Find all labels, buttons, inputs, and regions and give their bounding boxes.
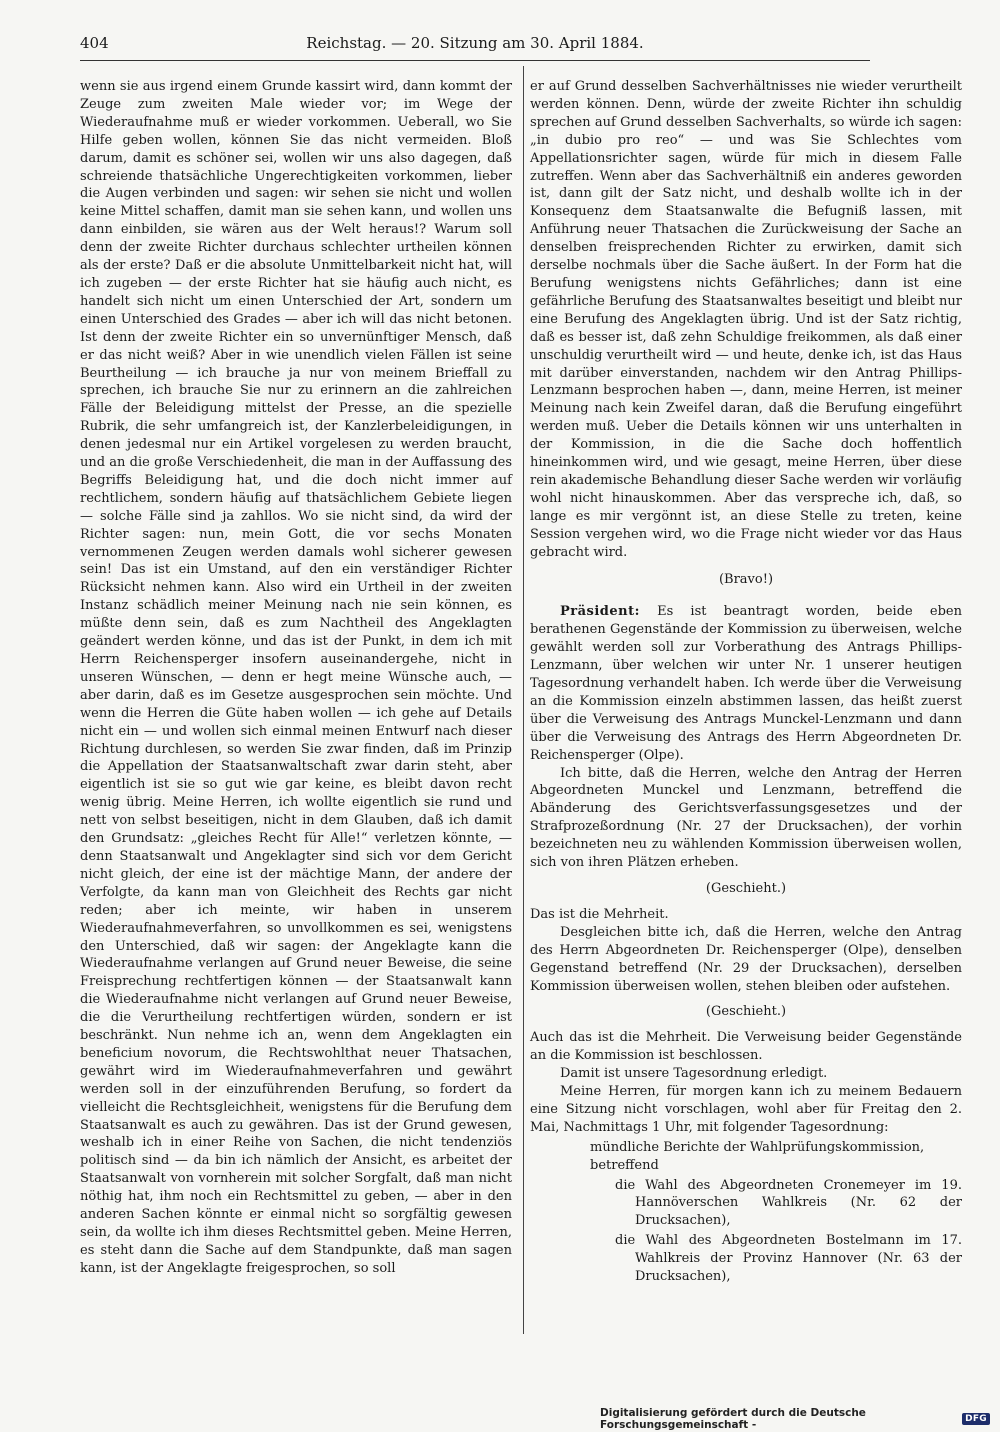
paragraph-desgleichen: Desgleichen bitte ich, daß die Herren, welche den Antrag des Herrn Abgeordneten Dr. Reichensperger (Olpe), denselben Gegenstand betreffend (Nr. 29 der Drucksachen), derselben Kommission überweisen wollen, stehen bleiben oder aufstehen. (530, 924, 962, 994)
digitization-footer (600, 1407, 990, 1431)
right-paragraph-continuation: er auf Grund desselben Sachverhältnisses nie wieder verurtheilt werden können. Denn, würde der zweite Richter ihn schuldig sprechen auf Grund desselben Sachverhalts, so würde ich sagen: „in dubio pro reo“ — und was Sie Schlechtes vom Appellationsrichter sagen, würde für mich in diesem Falle zutreffen. Wenn aber das Sachverhältniß ein anderes geworden ist, dann gilt der Satz nicht, und deshalb wollte ich in der Konsequenz dem Staatsanwalte die Befugniß lassen, mit Anführung neuer Thatsachen die Zurückweisung der Sache an denselben freisprechenden Richter zu erwirken, damit sich derselbe nochmals über die Sache äußert. In der Form hat die Berufung wenigstens nichts Gefährliches; dann ist eine gefährliche Berufung des Staatsanwaltes beseitigt und bleibt nur eine Berufung des Angeklagten übrig. Und ist der Satz richtig, daß es besser ist, daß zehn Schuldige freikommen, als daß einer unschuldig verurtheilt wird — und heute, denke ich, ist das Haus mit darüber einverstanden, nachdem wir den Antrag Phillips-Lenzmann besprochen haben —, dann, meine Herren, ist meiner Meinung nach kein Zweifel daran, daß die Berufung eingeführt werden muß. Ueber die Details können wir uns unterhalten in der Kommission, in die die Sache doch hoffentlich hineinkommen wird, und wie gesagt, meine Herren, über diese rein akademische Behandlung dieser Sache werden wir vorläufig wohl nicht hinauskommen. Aber das verspreche ich, daß, so lange es mir vergönnt ist, an diese Stelle zu treten, keine Session vergehen wird, wo die Frage nicht wieder vor das Haus gebracht wird. (530, 79, 962, 560)
left-paragraph: wenn sie aus irgend einem Grunde kassirt wird, dann kommt der Zeuge zum zweiten Male wieder vor; im Wege der Wiederaufnahme muß er wieder vorkommen. Ueberall, wo Sie Hilfe geben wollen, können Sie das nicht vermeiden. Bloß darum, damit es schöner sei, wollen wir uns also dagegen, daß schreiende thatsächliche Ungerechtigkeiten vorkommen, lieber die Augen verbinden und sagen: wir sehen sie nicht und wollen keine Mittel schaffen, damit man sie sehen kann, und wollen uns dann einbilden, sie wären aus der Welt heraus!? Warum soll denn der zweite Richter durchaus schlechter urtheilen können als der erste? Daß er die absolute Unmittelbarkeit nicht hat, will ich zugeben — der erste Richter hat sie häufig auch nicht, es handelt sich nicht um einen Unterschied der Art, sondern um einen Unterschied des Grades — aber ich will das nicht betonen. Ist denn der zweite Richter ein so unvernünftiger Mensch, daß er das nicht weiß? Aber in wie unendlich vielen Fällen ist seine Beurtheilung — ich brauche ja nur von meinem Brieffall zu sprechen, ich brauche Sie nur zu erinnern an die zahlreichen Fälle der Beleidigung mittelst der Presse, an die spezielle Rubrik, die sehr umfangreich ist, der Kanzlerbeleidigungen, in denen jedesmal nur ein Artikel vorgelesen zu werden braucht, und an die große Verschiedenheit, die man in der Auffassung des Begriffs Beleidigung hat, und die doch nicht immer auf rechtlichem, sondern häufig auf thatsächlichem Gebiete liegen — solche Fälle sind ja zahllos. Wo sie nicht sind, da wird der Richter sagen: nun, mein Gott, die vor sechs Monaten vernommenen Zeugen werden damals wohl sicherer gewesen sein! Das ist ein Umstand, auf den ein verständiger Richter Rücksicht nehmen kann. Also wird ein Urtheil in der zweiten Instanz schädlich meiner Meinung nach nie sein können, es müßte denn sein, daß es zum Nachtheil des Angeklagten geändert werden könne, und das ist der Punkt, in dem ich mit Herrn Reichensperger insofern auseinandergehe, nicht in unseren Wünschen, — denn er hegt meine Wünsche auch, — aber darin, daß es im Gesetze ausgesprochen sein möchte. Und wenn die Herren die Güte haben wollen — ich gehe auf Details nicht ein — und wollen sich einmal meinen Entwurf nach dieser Richtung durchlesen, so werden Sie zwar finden, daß im Prinzip die Appellation der Staatsanwaltschaft zwar darin steht, aber eigentlich ist sie so gut wie gar keine, es bleibt davon recht wenig übrig. Meine Herren, ich wollte eigentlich sie rund und nett von selbst beseitigen, nicht in dem Glauben, daß ich damit den Grundsatz: „gleiches Recht für Alle!“ verletzen könnte, — denn Staatsanwalt und Angeklagter sind sich vor dem Gericht nicht gleich, der eine ist der mächtige Mann, der andere der Verfolgte, da kann man von Gleichheit des Rechts gar nicht reden; aber ich meinte, wir haben in unserem Wiederaufnahmeverfahren, so unvollkommen es sei, wenigstens den Unterschied, daß wir sagen: der Angeklagte kann die Wiederaufnahme verlangen auf Grund neuer Beweise, die seine Freisprechung rechtfertigen können — der Staatsanwalt kann die Wiederaufnahme nicht verlangen auf Grund neuer Beweise, die die Verurtheilung rechtfertigen würden, sondern er ist beschränkt. Nun nehme ich an, wenn dem Angeklagten ein beneficium novorum, die Rechtswohlthat neuer Thatsachen, gewährt wird im Wiederaufnahmeverfahren und gewährt werden soll in der einzuführenden Berufung, so fordert da vielleicht die Rechtsgleichheit, wenigstens für die Berufung dem Staatsanwalt es auch zu gewähren. Das ist der Grund gewesen, weshalb ich in einer Reihe von Sachen, die nicht tendenziös politisch sind — da bin ich nämlich der Ansicht, es arbeitet der Staatsanwalt von vornherein mit solcher Sorgfalt, daß man nicht nöthig hat, ihm noch ein Rechtsmittel zu geben, — aber in den anderen Sachen könnte er einmal nicht so sorgfältig gewesen sein, da wollte ich ihm dieses Rechtsmittel geben. Meine Herren, es steht dann die Sache auf dem Standpunkte, daß man sagen kann, ist der Angeklagte freigesprochen, so soll (80, 79, 512, 1276)
result-mehrheit-1: Das ist die Mehrheit. (530, 906, 669, 922)
agenda-item: die Wahl des Abgeordneten Cronemeyer im 19. Hannöverschen Wahlkreis (Nr. 62 der Drucksachen), (615, 1177, 962, 1229)
page-number: 404 (80, 34, 109, 52)
speaker-label: Präsident: (560, 604, 640, 620)
paragraph-bitte: Ich bitte, daß die Herren, welche den Antrag der Herren Abgeordneten Munckel und Lenzmann, betreffend die Abänderung des Gerichtsverfassungsgesetzes und der Strafprozeßordnung (Nr. 27 der Drucksachen), der vorhin bezeichneten neu zu wählenden Kommission überweisen wollen, sich von ihren Plätzen erheben. (530, 765, 962, 871)
right-column (530, 78, 962, 1286)
agenda-subheading: betreffend (590, 1157, 659, 1173)
left-column (80, 78, 512, 1278)
interjection-geschieht-1: (Geschieht.) (705, 880, 787, 896)
interjection-bravo: (Bravo!) (718, 572, 774, 588)
column-divider (523, 66, 524, 1334)
president-text: Es ist beantragt worden, beide eben berathenen Gegenstände der Kommission zu überweisen, welche gewählt werden soll zur Vorberathung des Antrags Phillips-Lenzmann, über welchen wir unter Nr. 1 unserer heutigen Tagesordnung verhandelt haben. Ich werde über die Verweisung an die Kommission einzeln abstimmen lassen, das heißt zuerst über die Verweisung des Antrags Munckel-Lenzmann und dann über die Verweisung des Antrags des Herrn Abgeordneten Dr. Reichensperger (Olpe). (530, 604, 962, 763)
agenda-item: die Wahl des Abgeordneten Bostelmann im 17. Wahlkreis der Provinz Hannover (Nr. 63 der Drucksachen), (615, 1233, 962, 1285)
result-mehrheit-2: Auch das ist die Mehrheit. Die Verweisung beider Gegenstände an die Kommission ist beschlossen. (530, 1030, 962, 1064)
page-header (80, 30, 870, 60)
footer-text: Digitalisierung gefördert durch die Deutsche Forschungsgemeinschaft - (600, 1407, 866, 1431)
header-rule (80, 60, 870, 61)
interjection-geschieht-2: (Geschieht.) (705, 1004, 787, 1020)
running-head: Reichstag. — 20. Sitzung am 30. April 1884. (306, 34, 644, 52)
paragraph-erledigt: Damit ist unsere Tagesordnung erledigt. (560, 1066, 828, 1082)
paragraph-morgen: Meine Herren, für morgen kann ich zu meinem Bedauern eine Sitzung nicht vorschlagen, wohl aber für Freitag den 2. Mai, Nachmittags 1 Uhr, mit folgender Tagesordnung: (530, 1084, 962, 1135)
agenda-heading: mündliche Berichte der Wahlprüfungskommission, (590, 1139, 925, 1155)
dfg-logo: DFG (962, 1413, 990, 1425)
agenda (530, 1139, 962, 1286)
president-speech (530, 603, 962, 764)
